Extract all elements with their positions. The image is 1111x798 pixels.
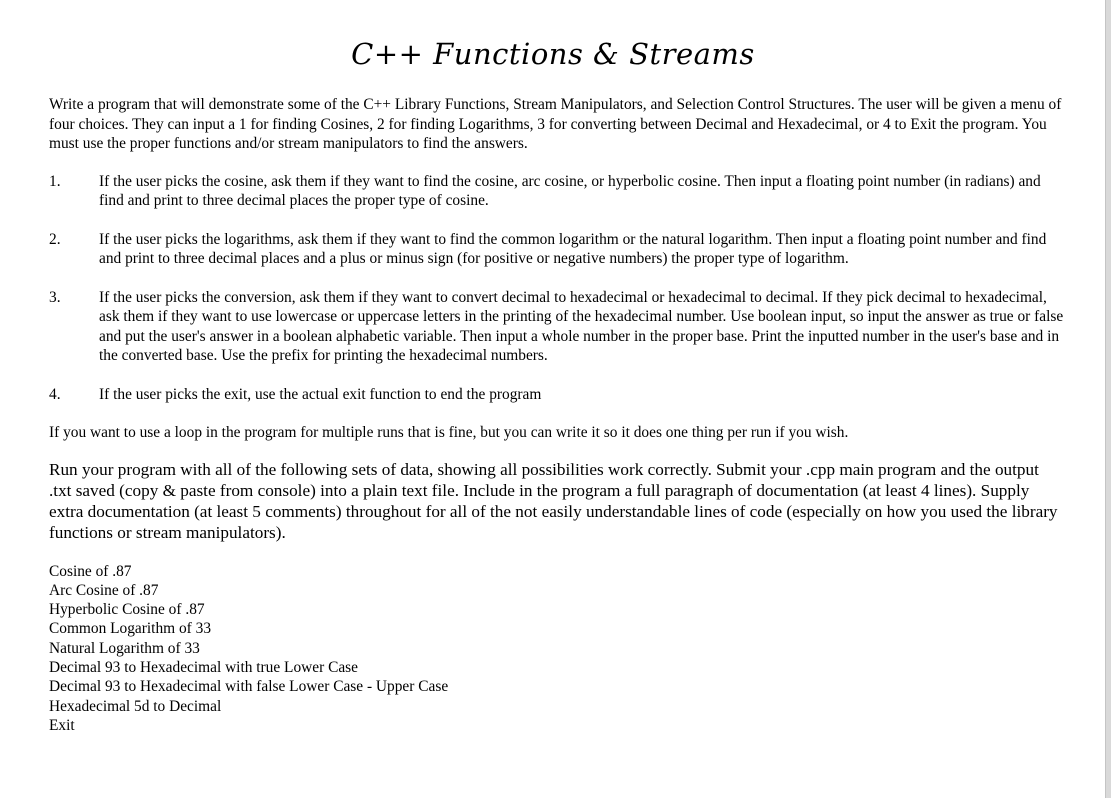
test-data-item: Hyperbolic Cosine of .87 bbox=[49, 601, 205, 619]
test-data-item: Decimal 93 to Hexadecimal with false Lower Case - Upper Case bbox=[49, 678, 449, 696]
document-title: C++ Functions & Streams bbox=[351, 37, 755, 71]
list-item-number: 2. bbox=[49, 230, 61, 248]
list-item-number: 4. bbox=[49, 385, 61, 403]
list-item-text: If the user picks the logarithms, ask them if they want to find the common logarithm or the natural logarithm. Then input a floating point number and find and print to three decimal places and a plus or minus sign (for positive or negative numbers) the proper type of logarithm. bbox=[99, 230, 1047, 267]
intro-paragraph: Write a program that will demonstrate some of the C++ Library Functions, Stream Manipulators, and Selection Control Structures. The user will be given a menu of four choices. They can input a 1 for finding Cosines, 2 for finding Logarithms, 3 for converting between Decimal and Hexadecimal, or 4 to Exit the program. You must use the proper functions and/or stream manipulators to find the answers. bbox=[49, 96, 1062, 152]
test-data-item: Decimal 93 to Hexadecimal with true Lower Case bbox=[49, 658, 358, 676]
test-data-item: Natural Logarithm of 33 bbox=[49, 639, 200, 657]
list-item bbox=[49, 288, 1064, 366]
list-item bbox=[49, 172, 1064, 211]
test-data-item: Common Logarithm of 33 bbox=[49, 620, 212, 638]
test-data-list bbox=[49, 562, 1064, 736]
run-instructions-paragraph: Run your program with all of the following sets of data, showing all possibilities work correctly. Submit your .cpp main program and the output .txt saved (copy & paste from console) into a plain text file. Include in the program a full paragraph of documentation (at least 4 lines). Supply extra documentation (at least 5 comments) throughout for all of the not easily understandable lines of code (especially on how you used the library functions or stream manipulators). bbox=[49, 459, 1058, 542]
document-body bbox=[49, 95, 1064, 735]
list-item bbox=[49, 385, 1064, 405]
test-data-item: Arc Cosine of .87 bbox=[49, 581, 159, 599]
list-item-number: 3. bbox=[49, 288, 61, 306]
list-item-number: 1. bbox=[49, 172, 61, 190]
list-item-text: If the user picks the conversion, ask them if they want to convert decimal to hexadecimal or hexadecimal to decimal. If they pick decimal to hexadecimal, ask them if they want to use lowercase or uppercase letters in the printing of the hexadecimal number. Use boolean input, so input the answer as true or false and put the user's answer in a boolean alphabetic variable. Then input a whole number in the proper base. Print the inputted number in the user's base and in the converted base. Use the prefix for printing the hexadecimal numbers. bbox=[99, 288, 1064, 364]
loop-note-paragraph: If you want to use a loop in the program for multiple runs that is fine, but you can write it so it does one thing per run if you wish. bbox=[49, 424, 849, 441]
list-item-text: If the user picks the cosine, ask them if they want to find the cosine, arc cosine, or hyperbolic cosine. Then input a floating point number (in radians) and find and print to three decimal places the proper type of cosine. bbox=[99, 172, 1041, 209]
window-right-edge bbox=[1105, 0, 1111, 798]
list-item bbox=[49, 230, 1064, 269]
test-data-item: Cosine of .87 bbox=[49, 562, 132, 580]
list-item-text: If the user picks the exit, use the actual exit function to end the program bbox=[99, 385, 542, 403]
test-data-item: Hexadecimal 5d to Decimal bbox=[49, 697, 222, 715]
test-data-item: Exit bbox=[49, 716, 75, 734]
